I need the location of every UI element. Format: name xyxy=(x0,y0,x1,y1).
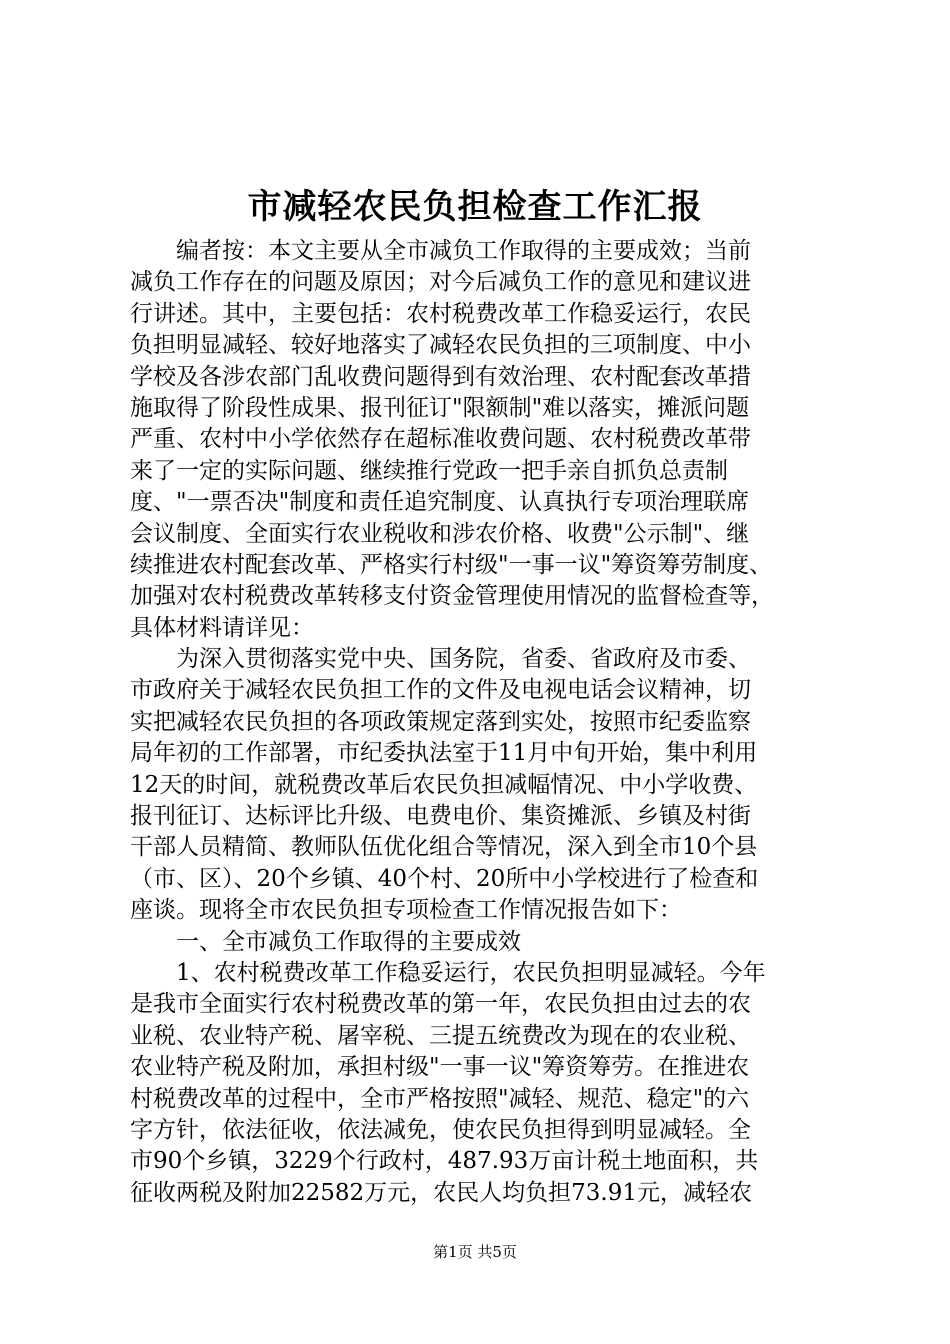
text-line: 来了一定的实际问题、继续推行党政一把手亲自抓负总责制 xyxy=(130,457,728,484)
text-line: 村税费改革的过程中，全市严格按照"减轻、规范、稳定"的六 xyxy=(130,1085,750,1112)
text-line: 学校及各涉农部门乱收费问题得到有效治理、农村配套改革措 xyxy=(130,363,751,390)
text-line: 是我市全面实行农村税费改革的第一年，农民负担由过去的农 xyxy=(130,991,751,1018)
text-line: 座谈。现将全市农民负担专项检查工作情况报告如下： xyxy=(130,897,682,924)
text-line: 报刊征订、达标评比升级、电费电价、集资摊派、乡镇及村街 xyxy=(130,803,751,830)
text-line: 实把减轻农民负担的各项政策规定落到实处，按照市纪委监察 xyxy=(130,708,751,735)
text-line: 加强对农村税费改革转移支付资金管理使用情况的监督检查等， xyxy=(130,583,774,610)
text-line: 为深入贯彻落实党中央、国务院，省委、省政府及市委、 xyxy=(130,646,751,673)
text-line: 具体材料请详见： xyxy=(130,614,314,641)
text-line: 市90个乡镇，3229个行政村，487.93万亩计税土地面积，共 xyxy=(130,1148,759,1175)
text-line: 字方针，依法征收，依法减免，使农民负担得到明显减轻。全 xyxy=(130,1116,751,1143)
text-line: 市政府关于减轻农民负担工作的文件及电视电话会议精神，切 xyxy=(130,677,751,704)
text-line: 度、"一票否决"制度和责任追究制度、认真执行专项治理联席 xyxy=(130,489,750,516)
text-line: 干部人员精简、教师队伍优化组合等情况，深入到全市10个县 xyxy=(130,834,758,861)
text-line: 负担明显减轻、较好地落实了减轻农民负担的三项制度、中小 xyxy=(130,332,751,359)
text-line: 农业特产税及附加，承担村级"一事一议"筹资筹劳。在推进农 xyxy=(130,1054,750,1081)
text-line: 会议制度、全面实行农业税收和涉农价格、收费"公示制"、继 xyxy=(130,520,750,547)
text-line: 续推进农村配套改革、严格实行村级"一事一议"筹资筹劳制度、 xyxy=(130,551,773,578)
text-line: 征收两税及附加22582万元，农民人均负担73.91元，减轻农 xyxy=(130,1179,753,1206)
text-line: 业税、农业特产税、屠宰税、三提五统费改为现在的农业税、 xyxy=(130,1022,751,1049)
text-line: （市、区）、20个乡镇、40个村、20所中小学校进行了检查和 xyxy=(130,865,759,892)
text-line: 1、农村税费改革工作稳妥运行，农民负担明显减轻。今年 xyxy=(130,959,766,986)
text-line: 一、全市减负工作取得的主要成效 xyxy=(130,928,521,955)
text-line: 12天的时间，就税费改革后农民负担减幅情况、中小学收费、 xyxy=(130,771,758,798)
text-line: 编者按：本文主要从全市减负工作取得的主要成效；当前 xyxy=(130,238,751,264)
text-line: 行讲述。其中，主要包括：农村税费改革工作稳妥运行，农民 xyxy=(130,300,751,327)
page-footer: 第1页 共5页 xyxy=(433,1243,517,1261)
text-line: 严重、农村中小学依然存在超标准收费问题、农村税费改革带 xyxy=(130,426,751,453)
text-line: 施取得了阶段性成果、报刊征订"限额制"难以落实，摊派问题 xyxy=(130,394,750,421)
page-title: 市减轻农民负担检查工作汇报 xyxy=(247,187,703,227)
text-line: 局年初的工作部署，市纪委执法室于11月中旬开始，集中利用 xyxy=(130,740,758,767)
text-line: 减负工作存在的问题及原因；对今后减负工作的意见和建议进 xyxy=(130,269,751,296)
document-body xyxy=(130,236,850,1209)
